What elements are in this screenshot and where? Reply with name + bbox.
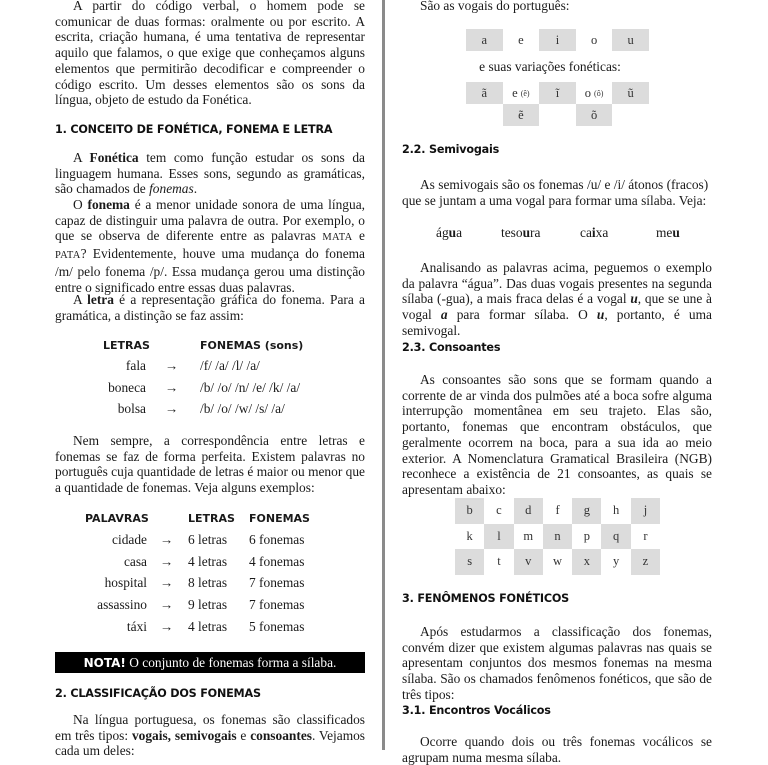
table-cell-word: casa <box>123 554 147 569</box>
vowel-cell: a <box>466 29 503 51</box>
vowel-cell: i <box>539 29 576 51</box>
heading-3: 3. FENÔMENOS FONÉTICOS <box>402 592 570 605</box>
consonant-cell: g <box>572 498 601 524</box>
table-header: PALAVRAS <box>85 512 149 525</box>
paragraph-classificacao: Na língua portuguesa, os fonemas são classificados em três tipos: vogais, semivogais e consoantes. Vejamos cada um deles: <box>55 712 366 759</box>
paragraph-fonetica: A Fonética tem como função estudar os sons da linguagem humana. Esses sons, segundo as gramáticas, são chamados de fonemas. <box>55 150 365 197</box>
table-cell-word: táxi <box>126 619 147 634</box>
table-cell-letters: 6 letras <box>188 532 228 547</box>
vowels-grid <box>466 29 649 51</box>
heading-2-3: 2.3. Consoantes <box>402 341 501 354</box>
paragraph-consoantes: As consoantes são sons que se formam quando a corrente de ar vinda dos pulmões até a boca sofre alguma interrupção momentânea em seu trajeto. Elas são, portanto, fonemas que encontram obstáculos, que geralmente ocorrem na boca, para a sua ida ao meio exterior. A Nomenclatura Gramatical Brasileira (NGB) reconhece a existência de 21 consoantes, as quais se apresentam abaixo: <box>402 372 712 497</box>
consonant-cell: x <box>572 549 601 575</box>
table-cell-phonemes: /f/ /a/ /l/ /a/ <box>200 358 260 373</box>
consonants-grid <box>455 498 660 575</box>
table-cell-phonemes: 5 fonemas <box>249 619 305 634</box>
consonant-cell: f <box>555 503 560 518</box>
table-header: FONEMAS (sons) <box>200 339 304 352</box>
arrow-icon: → <box>165 380 179 395</box>
table-cell-letters: 9 letras <box>188 597 228 612</box>
vowel-cell: u <box>612 29 649 51</box>
paragraph-semivogais: As semivogais são os fonemas /u/ e /i/ átonos (fracos) que se juntam a uma vogal para formar uma sílaba. Veja: <box>402 177 709 208</box>
variation-cell: ũ <box>612 82 649 104</box>
heading-2-2: 2.2. Semivogais <box>402 143 500 156</box>
consonant-cell: p <box>583 528 590 543</box>
paragraph-vogais: São as vogais do português: <box>420 0 570 13</box>
variation-cell: o (ô) <box>584 85 604 100</box>
arrow-icon: → <box>160 575 174 590</box>
example-word: caixa <box>580 225 609 240</box>
table-cell-phonemes: 7 fonemas <box>249 597 305 612</box>
table-header: LETRAS <box>103 339 150 352</box>
paragraph-analise: Analisando as palavras acima, peguemos o exemplo da palavra “água”. Das duas vogais presentes na segunda sílaba (-gua), a mais fraca delas é a vogal u, que se une à vogal a para formar sílaba. O u, portanto, é uma semivogal. <box>402 260 712 338</box>
table-cell-word: assassino <box>97 597 147 612</box>
column-divider <box>382 0 385 750</box>
heading-1: 1. CONCEITO DE FONÉTICA, FONEMA E LETRA <box>55 123 333 136</box>
table-cell-phonemes: 6 fonemas <box>249 532 305 547</box>
table-header: LETRAS <box>188 512 235 525</box>
table-cell-letters: 4 letras <box>188 619 228 634</box>
note-label: NOTA! <box>83 656 126 670</box>
vowel-variations-grid <box>466 82 649 126</box>
paragraph-nem-sempre: Nem sempre, a correspondência entre letras e fonemas se faz de forma perfeita. Existem palavras no português cuja quantidade de letras é maior ou menor que a quantidade de fonemas. Veja alguns exemplos: <box>55 433 365 496</box>
table-cell-phonemes: 7 fonemas <box>249 575 305 590</box>
consonant-cell: z <box>631 549 660 575</box>
variation-cell: ĩ <box>539 82 576 104</box>
variations-label: e suas variações fonéticas: <box>479 59 621 74</box>
table-cell-word: bolsa <box>117 401 146 416</box>
consonant-cell: r <box>643 528 648 543</box>
note-text: O conjunto de fonemas forma a sílaba. <box>125 655 337 670</box>
consonant-cell: w <box>553 554 563 569</box>
intro-paragraph: A partir do código verbal, o homem pode se comunicar de duas formas: oralmente ou por escrito. A escrita, criação humana, é uma tentativa de representar aquilo que falamos, o que exige que conheçamos alguns elementos que permitirão decodificar e compreender o código escrito. Um desses elementos são os sons da língua, objeto de estudo da Fonética. <box>55 0 365 108</box>
table-cell-phonemes: /b/ /o/ /w/ /s/ /a/ <box>200 401 285 416</box>
table-cell-phonemes: 4 fonemas <box>249 554 305 569</box>
consonant-cell: l <box>484 524 513 550</box>
consonant-cell: q <box>601 524 630 550</box>
arrow-icon: → <box>165 401 179 416</box>
table-header: FONEMAS <box>249 512 310 525</box>
arrow-icon: → <box>165 358 179 373</box>
table-cell-word: cidade <box>112 532 147 547</box>
vowel-cell: e <box>518 32 524 47</box>
table-cell-phonemes: /b/ /o/ /n/ /e/ /k/ /a/ <box>200 380 301 395</box>
paragraph-fenomenos: Após estudarmos a classificação dos fonemas, convém dizer que existem algumas palavras nas quais se apresentam conjuntos dos mesmos fonemas na mesma sílaba. São os chamados fenômenos fonéticos, que são de três tipos: <box>402 624 712 702</box>
consonant-cell: c <box>496 503 502 518</box>
variation-cell: ã <box>466 82 503 104</box>
table-cell-letters: 8 letras <box>188 575 228 590</box>
note-box <box>55 652 365 673</box>
consonant-cell: k <box>466 528 473 543</box>
arrow-icon: → <box>160 597 174 612</box>
arrow-icon: → <box>160 532 174 547</box>
consonant-cell: s <box>455 549 484 575</box>
consonant-cell: y <box>613 554 620 569</box>
consonant-cell: d <box>514 498 543 524</box>
consonant-cell: v <box>514 549 543 575</box>
arrow-icon: → <box>160 619 174 634</box>
paragraph-fonema: O fonema é a menor unidade sonora de uma língua, capaz de distinguir uma palavra de outra. Por exemplo, o que se observa de diferente entre as palavras MATA e PATA? Evidentemente, houve uma mudança do fonema /m/ pelo fonema /p/. Essa mudança gerou uma distinção entre o significado entre essas duas palavras. <box>55 197 365 295</box>
table-cell-word: fala <box>125 358 146 373</box>
paragraph-letra: A letra é a representação gráfica do fonema. Para a gramática, a distinção se faz assim: <box>55 292 365 323</box>
example-word: água <box>436 225 463 240</box>
table-cell-letters: 4 letras <box>188 554 228 569</box>
heading-2: 2. CLASSIFICAÇÃO DOS FONEMAS <box>55 687 261 700</box>
consonant-cell: b <box>455 498 484 524</box>
variation-cell: ẽ <box>503 104 540 126</box>
example-word: meu <box>656 225 680 240</box>
consonant-cell: n <box>543 524 572 550</box>
vowel-cell: o <box>590 32 598 47</box>
paragraph-encontros: Ocorre quando dois ou três fonemas vocálicos se agrupam numa mesma sílaba. <box>402 734 712 765</box>
variation-cell: õ <box>576 104 613 126</box>
consonant-cell: j <box>631 498 660 524</box>
consonant-cell: h <box>613 503 620 518</box>
arrow-icon: → <box>160 554 174 569</box>
variation-cell: e (ê) <box>512 85 530 100</box>
table-cell-word: boneca <box>108 380 146 395</box>
example-word: tesoura <box>501 225 541 240</box>
heading-3-1: 3.1. Encontros Vocálicos <box>402 704 551 717</box>
consonant-cell: m <box>523 528 534 543</box>
table-cell-word: hospital <box>104 575 147 590</box>
consonant-cell: t <box>497 554 501 569</box>
